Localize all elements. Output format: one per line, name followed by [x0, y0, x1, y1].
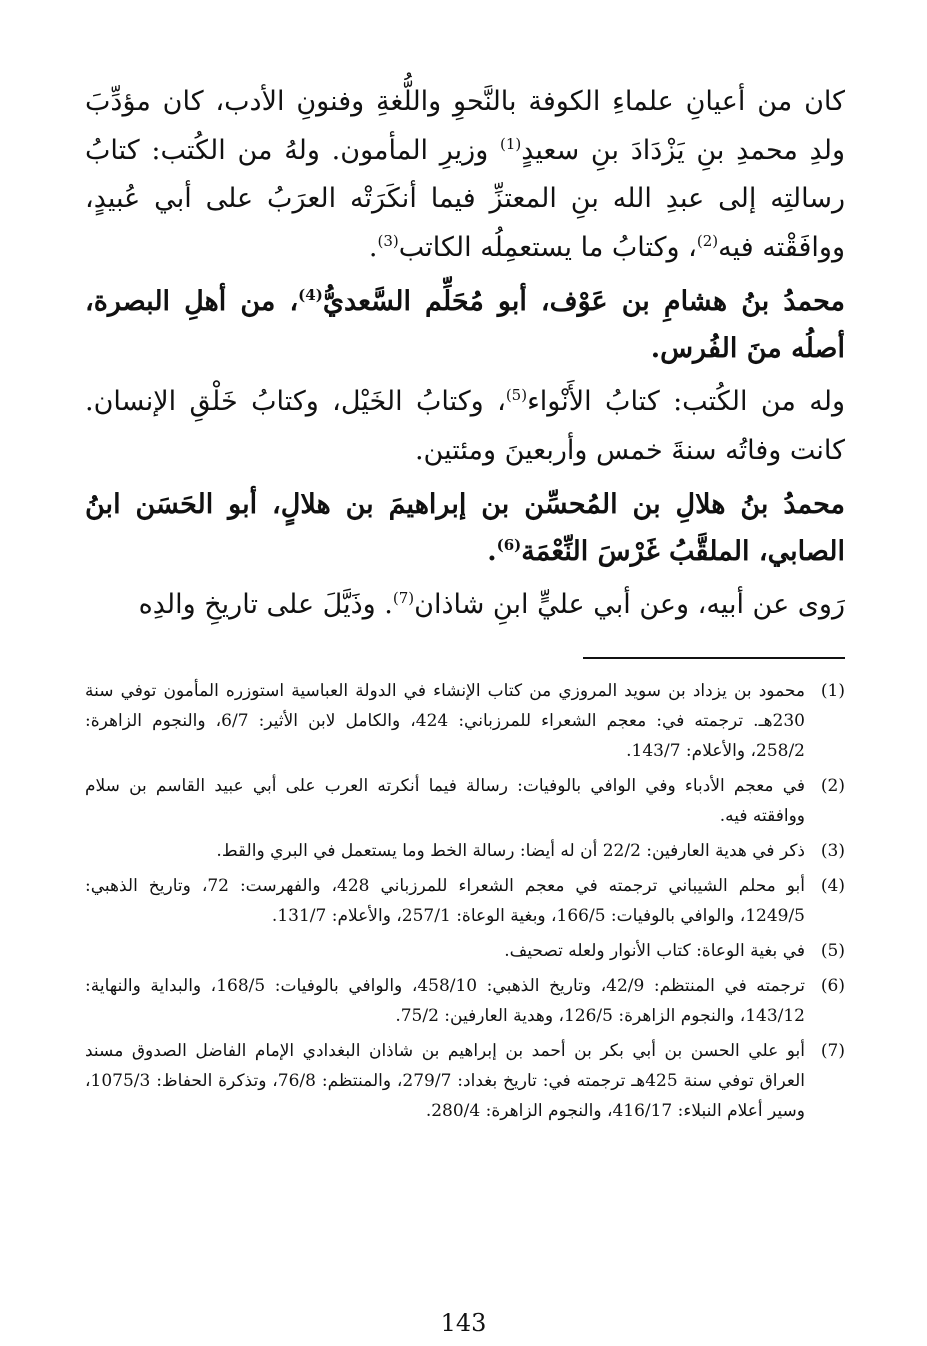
footnote-2: [85, 771, 845, 831]
footnote-1: [85, 676, 845, 766]
paragraph-text: وزيرِ المأمون. ولهُ من الكُتب: كتابُ رسالتِه إلى عبدِ الله بنِ المعتزِّ فيما أنكَرَتْه العرَبُ على أبي عُبيدٍ، ووافَقْته فيه: [85, 134, 845, 263]
footnote-number: (6): [820, 976, 845, 996]
footnote-7: [85, 1036, 845, 1126]
footnote-number: (7): [820, 1041, 845, 1061]
footnotes: [85, 676, 845, 1131]
paragraph-text: كان من أعيانِ علماءِ الكوفة بالنَّحوِ واللُّغةِ وفنونِ الأدب، كان مؤدِّبَ ولدِ محمدِ بنِ يَزْدَادَ بنِ سعيدٍ: [85, 86, 845, 166]
paragraph-1: [85, 78, 845, 272]
paragraph-text: . وذَيَّلَ على تاريخِ والدِه: [138, 589, 393, 620]
paragraph-3: [85, 581, 845, 630]
heading-text: محمدُ بنُ هلالِ بن المُحسِّن بن إبراهيمَ بن هلالٍ، أبو الحَسَن ابنُ الصابي، الملقَّبُ غَرْسَ النِّعْمَة: [85, 489, 845, 567]
entry-heading-muhammad-ibn-hilal: [85, 481, 845, 575]
footnote-separator: [583, 657, 845, 659]
paragraph-text: رَوى عن أبيه، وعن أبي عليٍّ ابنِ شاذان: [414, 589, 845, 620]
footnote-number: (3): [820, 841, 845, 861]
footnote-text: ذكر في هدية العارفين: 22/2 أن له أيضا: رسالة الخط وما يستعمل في البري والقط.: [216, 841, 805, 861]
footnote-number: (2): [820, 776, 845, 796]
footnote-4: [85, 871, 845, 931]
footnote-text: في بغية الوعاة: كتاب الأنوار ولعله تصحيف.: [504, 941, 805, 961]
footnote-6: [85, 971, 845, 1031]
paragraph-text: .: [368, 231, 378, 263]
heading-text: .: [487, 536, 497, 567]
footnote-text: أبو محلم الشيباني ترجمته في معجم الشعراء للمرزباني 428، والفهرست: 72، وتاريخ الذهبي: 1249/5، والوافي بالوفيات: 166/5، وبغية الوعاة: 257/1، والأعلام: 131/7.: [85, 876, 805, 926]
heading-text: محمدُ بنُ هشامِ بن عَوْف، أبو مُحَلِّم السَّعديُّ: [322, 286, 845, 317]
footnote-number: (5): [820, 941, 845, 961]
heading-text: ، من أهلِ البصرة، أصلُه منَ الفُرس.: [85, 286, 845, 364]
footnote-ref-4[interactable]: (4): [298, 286, 323, 304]
paragraph-text: وله من الكُتب: كتابُ الأَنْواء: [527, 386, 846, 417]
footnote-ref-2[interactable]: (2): [696, 231, 719, 250]
page-number: 143: [440, 1309, 487, 1337]
main-text: [85, 78, 845, 636]
footnote-ref-5[interactable]: (5): [505, 386, 528, 404]
footnote-number: (1): [820, 681, 845, 701]
footnote-ref-1[interactable]: (1): [499, 134, 522, 153]
footnote-text: ترجمته في المنتظم: 42/9، وتاريخ الذهبي: 458/10، والوافي بالوفيات: 168/5، والبداية والنهاية: 143/12، والنجوم الزاهرة: 126/5، وهدية العارفين: 75/2.: [85, 976, 805, 1026]
footnote-text: محمود بن يزداد بن سويد المروزي من كتاب الإنشاء في الدولة العباسية استوزره المأمون توفي سنة 230هـ. ترجمته في: معجم الشعراء للمرزباني: 424، والكامل لابن الأثير: 6/7، والنجوم الزاهرة: 258/2، والأعلام: 143/7.: [85, 681, 805, 761]
footnote-number: (4): [820, 876, 845, 896]
paragraph-text: ، وكتابُ الخَيْل، وكتابُ خَلْقِ الإنسان. كانت وفاتُه سنةَ خمس وأربعينَ ومئتين.: [85, 386, 845, 466]
paragraph-2: [85, 378, 845, 475]
footnote-5: [85, 936, 845, 966]
footnote-text: في معجم الأدباء وفي الوافي بالوفيات: رسالة فيما أنكرته العرب على أبي عبيد القاسم بن سلام ووافقته فيه.: [85, 776, 805, 826]
paragraph-text: ، وكتابُ ما يستعمِلُه الكاتب: [398, 231, 697, 263]
footnote-3: [85, 836, 845, 866]
entry-heading-muhammad-ibn-hisham: [85, 278, 845, 372]
footnote-ref-7[interactable]: (7): [392, 589, 415, 607]
footnote-ref-3[interactable]: (3): [377, 231, 399, 250]
footnote-ref-6[interactable]: (6): [496, 536, 522, 554]
footnote-text: أبو علي الحسن بن أبي بكر بن أحمد بن إبراهيم بن شاذان البغدادي الإمام الفاضل الصدوق مسند العراق توفي سنة 425هـ ترجمته في: تاريخ بغداد: 279/7، والمنتظم: 76/8، وتذكرة الحفاظ: 1075/3، وسير أعلام النبلاء: 416/17، والنجوم الزاهرة: 280/4.: [85, 1041, 805, 1121]
